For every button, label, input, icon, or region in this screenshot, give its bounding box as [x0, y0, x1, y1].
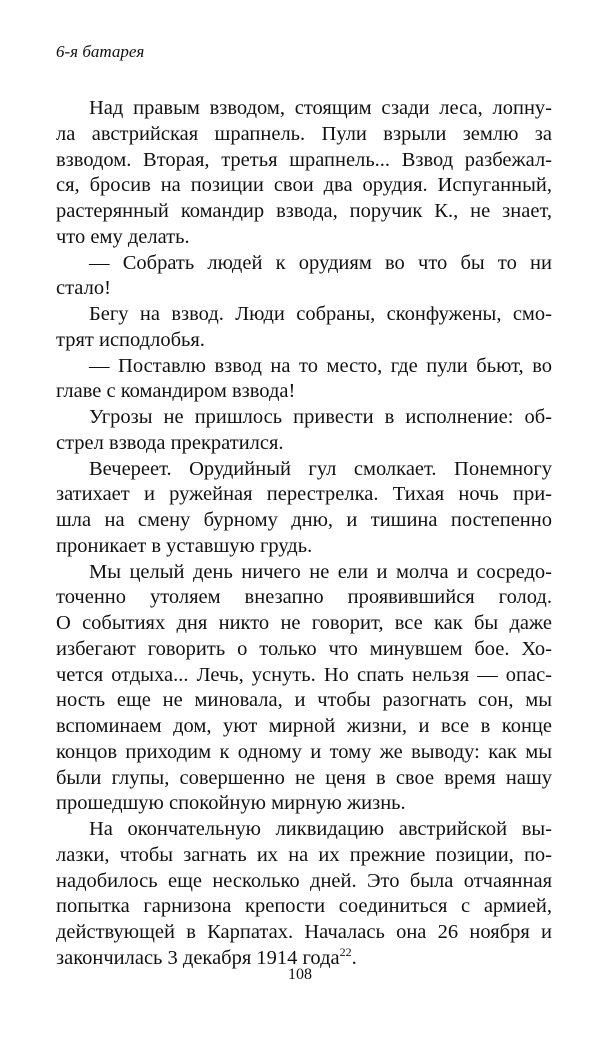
- body-text: [56, 96, 552, 972]
- paragraph: [56, 96, 552, 251]
- text-line: ла австрийская шрапнель. Пули взрыли землю за: [56, 122, 552, 145]
- text-line: надобилось еще несколько дней. Это была отчаянная: [56, 869, 552, 892]
- paragraph: [56, 560, 552, 818]
- text-line: чется отдыха... Лечь, уснуть. Но спать нельзя — опас-: [56, 663, 552, 686]
- paragraph: [56, 405, 552, 457]
- text-line: взводом. Вторая, третья шрапнель... Взвод разбежал-: [56, 148, 552, 171]
- text-line: На окончательную ликвидацию австрийской вы-: [89, 818, 552, 840]
- text-line: Мы целый день ничего не ели и молча и сосредо-: [89, 560, 552, 583]
- text-line: главе с командиром взвода!: [56, 380, 296, 403]
- text-line: трят исподлобья.: [56, 328, 205, 351]
- paragraph: [56, 817, 552, 972]
- text-line: — Поставлю взвод на то место, где пули бьют, во: [89, 354, 552, 377]
- text-line: ся, бросив на позиции свои два орудия. Испуганный,: [56, 174, 552, 197]
- footnote-reference: 22: [339, 944, 352, 959]
- text-line: шла на смену бурному дню, и тишина постепенно: [56, 509, 552, 531]
- text-line-content: закончилась 3 декабря 1914 года: [56, 946, 340, 969]
- text-line: избегают говорить о только что минувшем бое. Хо-: [56, 637, 552, 660]
- text-line: Бегу на взвод. Люди собраны, сконфужены, смо-: [89, 303, 552, 325]
- text-line: О событиях дня никто не говорит, все как бы даже: [56, 612, 552, 634]
- text-line: Вечереет. Орудийный гул смолкает. Понемногу: [89, 457, 552, 480]
- paragraph: [56, 354, 552, 406]
- text-line: ность еще не миновала, и чтобы разогнать сон, мы: [56, 689, 552, 712]
- text-line: Над правым взводом, стоящим сзади леса, лопну-: [89, 97, 552, 119]
- paragraph: [56, 457, 552, 560]
- text-line: стало!: [56, 277, 111, 300]
- text-line: концов приходим к одному и тому же выводу: как мы: [56, 740, 552, 763]
- running-title: 6-я батарея: [56, 42, 145, 61]
- text-line: точенно утоляем внезапно проявившийся голод.: [56, 586, 552, 609]
- text-line: — Собрать людей к орудиям во что бы то ни: [89, 251, 552, 274]
- text-line: затихает и ружейная перестрелка. Тихая ночь при-: [56, 483, 552, 506]
- text-line: проникает в уставшую грудь.: [56, 534, 313, 557]
- text-line: вспоминаем дом, уют мирной жизни, и все в конце: [56, 715, 552, 737]
- page-number: 108: [288, 966, 312, 983]
- text-line: были глупы, совершенно не ценя в свое время нашу: [56, 766, 552, 789]
- text-line: прошедшую спокойную мирную жизнь.: [56, 792, 406, 815]
- text-line: растерянный командир взвода, поручик К., не знает,: [56, 200, 552, 222]
- closing-period: .: [351, 946, 357, 969]
- text-line: попытка гарнизона крепости соединиться с армией,: [56, 895, 552, 918]
- text-line: лазки, чтобы загнать их на их прежние позиции, по-: [56, 843, 552, 866]
- paragraph: [56, 251, 552, 303]
- paragraph: [56, 302, 552, 354]
- text-line: действующей в Карпатах. Началась она 26 ноября и: [56, 921, 552, 943]
- text-line: Угрозы не пришлось привести в исполнение: об-: [89, 406, 552, 428]
- text-line: что ему делать.: [56, 225, 190, 248]
- text-line: стрел взвода прекратился.: [56, 431, 284, 454]
